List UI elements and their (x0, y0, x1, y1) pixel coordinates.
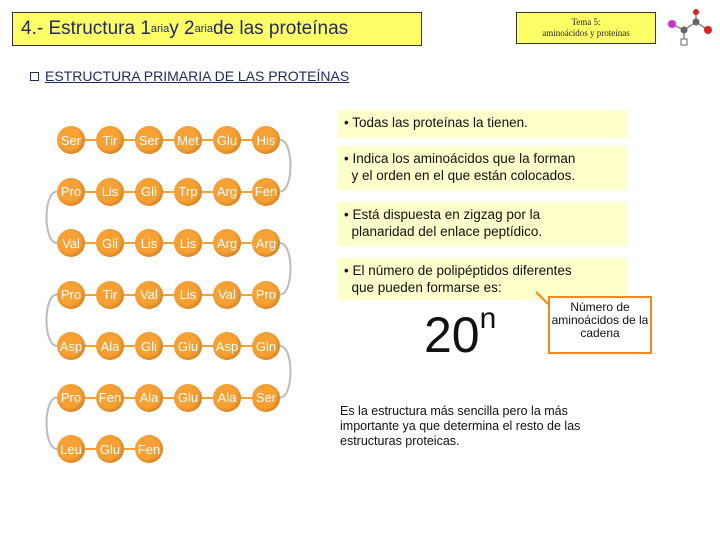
amino-acid: Gli (135, 332, 163, 360)
amino-acid: Tir (96, 126, 124, 154)
chain-row (57, 126, 291, 154)
formula-exponent: n (479, 302, 497, 336)
note-text: • Está dispuesta en zigzag por la planaridad del enlace peptídico. (344, 207, 543, 239)
chain-row (57, 178, 291, 206)
amino-acid: Ser (135, 126, 163, 154)
amino-acid: Ala (96, 332, 124, 360)
section-heading-text: ESTRUCTURA PRIMARIA DE LAS PROTEÍNAS (45, 68, 350, 84)
amino-acid: Ser (252, 384, 280, 412)
topic-line: aminoácidos y proteínas (542, 28, 630, 38)
amino-acid: Lis (135, 229, 163, 257)
amino-acid: Val (57, 229, 85, 257)
checkbox-bullet-icon (30, 72, 39, 81)
amino-acid: Arg (213, 178, 241, 206)
amino-acid: Pro (57, 384, 85, 412)
topic-label (516, 12, 656, 44)
chain-row (57, 384, 291, 412)
amino-acid: Lis (174, 281, 202, 309)
note-text: • Indica los aminoácidos que la forman y el orden en el que están colocados. (344, 151, 576, 183)
amino-acid: Ser (57, 126, 85, 154)
title-superscript: aria (194, 23, 213, 35)
amino-acid: Val (135, 281, 163, 309)
amino-acid: Trp (174, 178, 202, 206)
amino-acid: Val (213, 281, 241, 309)
section-heading (30, 68, 349, 84)
amino-acid: Gli (135, 178, 163, 206)
note-2 (338, 146, 628, 190)
amino-acid: Glu (174, 332, 202, 360)
amino-acid: Leu (57, 435, 85, 463)
amino-acid: Pro (252, 281, 280, 309)
note-4 (338, 258, 628, 300)
chain-row (57, 229, 291, 257)
note-1 (338, 110, 628, 138)
topic-line: Tema 5: (571, 17, 601, 27)
chain-row (57, 435, 174, 463)
chain-connector (47, 192, 58, 244)
amino-acid: Arg (213, 229, 241, 257)
title-superscript: aria (150, 23, 170, 35)
callout-text: Número de aminoácidos de la cadena (551, 300, 649, 340)
amino-acid: Glu (174, 384, 202, 412)
chain-connector (47, 295, 58, 347)
amino-acid: Asp (57, 332, 85, 360)
chain-row (57, 332, 291, 360)
amino-acid: Fen (135, 435, 163, 463)
amino-acid: Lis (174, 229, 202, 257)
amino-acid-chain (40, 118, 310, 488)
slide-title (12, 12, 422, 46)
amino-acid: Pro (57, 178, 85, 206)
formula-base: 20 (424, 307, 480, 363)
amino-acid: Glu (213, 126, 241, 154)
note-text: • Todas las proteínas la tienen. (344, 115, 528, 130)
amino-acid: Arg (252, 229, 280, 257)
amino-acid: Gli (96, 229, 124, 257)
amino-acid: Ala (213, 384, 241, 412)
title-part: y 2 (169, 18, 195, 39)
amino-acid: Gln (252, 332, 280, 360)
molecule-icon (664, 8, 718, 48)
summary-text: Es la estructura más sencilla pero la más importante ya que determina el resto de las estructuras proteicas. (340, 404, 581, 448)
chain-connector (47, 398, 58, 450)
amino-acid: Ala (135, 384, 163, 412)
amino-acid: Asp (213, 332, 241, 360)
note-text: • El número de polipéptidos diferentes que pueden formarse es: (344, 263, 572, 295)
amino-acid: Fen (252, 178, 280, 206)
note-3 (338, 202, 628, 246)
amino-acid: Tir (96, 281, 124, 309)
title-part: 4.- Estructura 1 (21, 18, 151, 39)
chain-row (57, 281, 291, 309)
amino-acid: Fen (96, 384, 124, 412)
amino-acid: Glu (96, 435, 124, 463)
amino-acid: Met (174, 126, 202, 154)
title-part: de las proteínas (212, 18, 349, 39)
amino-acid: Lis (96, 178, 124, 206)
callout-box (548, 296, 652, 354)
formula (424, 302, 497, 364)
amino-acid: His (252, 126, 280, 154)
amino-acid: Pro (57, 281, 85, 309)
